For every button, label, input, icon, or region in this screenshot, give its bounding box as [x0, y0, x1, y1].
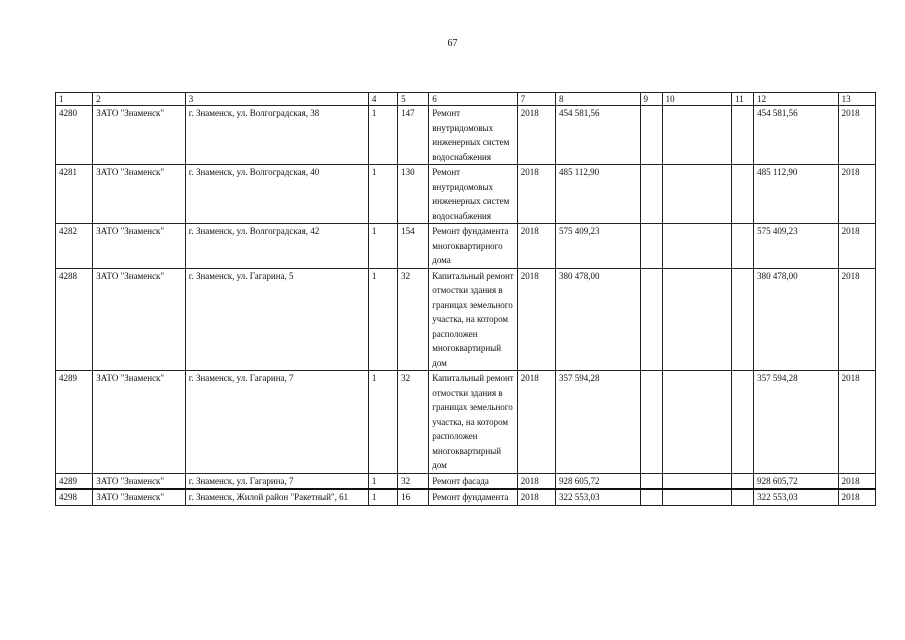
table-cell: Капитальный ремонт отмостки здания в границах земельного участка, на котором расположен многоквартирный дом	[429, 371, 518, 474]
table-cell: 4298	[56, 489, 93, 505]
table-cell: 357 594,28	[754, 371, 839, 474]
table-cell: Ремонт фасада	[429, 473, 518, 489]
table-row	[56, 165, 876, 224]
column-number-cell: 8	[556, 93, 641, 106]
table-cell: 1	[368, 489, 397, 505]
table-cell: 32	[398, 371, 429, 474]
table-row	[56, 473, 876, 489]
table-cell: 32	[398, 473, 429, 489]
table-cell	[732, 268, 754, 371]
table-cell: Ремонт фундамента многоквартирного дома	[429, 224, 518, 269]
table-cell	[640, 268, 662, 371]
table-cell: ЗАТО "Знаменск"	[93, 224, 186, 269]
table-cell: ЗАТО "Знаменск"	[93, 165, 186, 224]
table-row	[56, 489, 876, 505]
table-cell: 2018	[517, 473, 555, 489]
table-cell: 2018	[838, 106, 875, 165]
table-cell: 928 605,72	[556, 473, 641, 489]
table-cell: 4289	[56, 371, 93, 474]
table-cell: 2018	[517, 106, 555, 165]
table-cell	[662, 224, 731, 269]
table-cell: 2018	[838, 224, 875, 269]
register-table	[55, 92, 876, 506]
table-cell: г. Знаменск, Жилой район "Ракетный", 61	[185, 489, 368, 505]
table-cell	[732, 489, 754, 505]
table-cell: 485 112,90	[556, 165, 641, 224]
table-cell: 4282	[56, 224, 93, 269]
table-cell: г. Знаменск, ул. Волгоградская, 40	[185, 165, 368, 224]
table-cell: 154	[398, 224, 429, 269]
table-cell: 1	[368, 473, 397, 489]
table-cell: 1	[368, 106, 397, 165]
column-number-cell: 10	[662, 93, 731, 106]
column-number-cell: 3	[185, 93, 368, 106]
table-cell: 575 409,23	[754, 224, 839, 269]
table-cell: ЗАТО "Знаменск"	[93, 489, 186, 505]
table-cell: 1	[368, 268, 397, 371]
table-cell: Ремонт фундамента	[429, 489, 518, 505]
table-cell: ЗАТО "Знаменск"	[93, 268, 186, 371]
table-cell: г. Знаменск, ул. Гагарина, 7	[185, 371, 368, 474]
table-cell: 2018	[838, 473, 875, 489]
table-cell: 4288	[56, 268, 93, 371]
page-number: 67	[447, 38, 458, 49]
column-number-cell: 11	[732, 93, 754, 106]
table-cell: г. Знаменск, ул. Гагарина, 5	[185, 268, 368, 371]
table-cell	[640, 371, 662, 474]
table-cell: 380 478,00	[556, 268, 641, 371]
table-cell: 2018	[517, 371, 555, 474]
table-cell: г. Знаменск, ул. Волгоградская, 38	[185, 106, 368, 165]
table-row	[56, 371, 876, 474]
table-cell: 2018	[517, 489, 555, 505]
table-cell	[662, 489, 731, 505]
table-cell: 322 553,03	[556, 489, 641, 505]
column-number-cell: 12	[754, 93, 839, 106]
table-cell	[640, 489, 662, 505]
table-cell	[662, 268, 731, 371]
table-cell: 380 478,00	[754, 268, 839, 371]
table-cell: 322 553,03	[754, 489, 839, 505]
table-cell	[640, 224, 662, 269]
table-cell: 1	[368, 371, 397, 474]
table-cell	[732, 165, 754, 224]
table-cell: Капитальный ремонт отмостки здания в границах земельного участка, на котором расположен многоквартирный дом	[429, 268, 518, 371]
table-cell: 454 581,56	[754, 106, 839, 165]
table-cell	[662, 106, 731, 165]
table-cell: 2018	[517, 268, 555, 371]
table-cell: 928 605,72	[754, 473, 839, 489]
table-cell	[662, 473, 731, 489]
table-cell: 1	[368, 165, 397, 224]
table-cell	[640, 473, 662, 489]
table-cell	[732, 473, 754, 489]
table-cell: 2018	[838, 165, 875, 224]
table-cell: ЗАТО "Знаменск"	[93, 106, 186, 165]
table-cell: г. Знаменск, ул. Волгоградская, 42	[185, 224, 368, 269]
table-cell: 2018	[517, 165, 555, 224]
column-number-cell: 2	[93, 93, 186, 106]
table-cell	[662, 165, 731, 224]
table-cell: Ремонт внутридомовых инженерных систем водоснабжения	[429, 106, 518, 165]
column-number-cell: 4	[368, 93, 397, 106]
table-cell: 4289	[56, 473, 93, 489]
table-cell: 4281	[56, 165, 93, 224]
column-number-cell: 5	[398, 93, 429, 106]
table-cell: 2018	[838, 371, 875, 474]
table-cell: 147	[398, 106, 429, 165]
table-cell: 1	[368, 224, 397, 269]
table-cell	[640, 165, 662, 224]
table-cell: 4280	[56, 106, 93, 165]
table-cell: ЗАТО "Знаменск"	[93, 371, 186, 474]
table-cell: 130	[398, 165, 429, 224]
table-cell: 575 409,23	[556, 224, 641, 269]
table-cell	[732, 106, 754, 165]
table-cell: 2018	[517, 224, 555, 269]
table-cell	[732, 371, 754, 474]
table-cell	[662, 371, 731, 474]
table-cell: ЗАТО "Знаменск"	[93, 473, 186, 489]
table-cell: 454 581,56	[556, 106, 641, 165]
column-number-cell: 1	[56, 93, 93, 106]
column-number-cell: 9	[640, 93, 662, 106]
table-cell: 16	[398, 489, 429, 505]
table-cell: 357 594,28	[556, 371, 641, 474]
column-number-cell: 13	[838, 93, 875, 106]
table-cell: 2018	[838, 268, 875, 371]
table-cell: г. Знаменск, ул. Гагарина, 7	[185, 473, 368, 489]
column-number-cell: 7	[517, 93, 555, 106]
table-cell	[732, 224, 754, 269]
column-number-row	[56, 93, 876, 106]
table-cell	[640, 106, 662, 165]
table-row	[56, 224, 876, 269]
column-number-cell: 6	[429, 93, 518, 106]
table-row	[56, 268, 876, 371]
table-cell: 2018	[838, 489, 875, 505]
table-cell: Ремонт внутридомовых инженерных систем водоснабжения	[429, 165, 518, 224]
table-cell: 32	[398, 268, 429, 371]
table-row	[56, 106, 876, 165]
table-cell: 485 112,90	[754, 165, 839, 224]
